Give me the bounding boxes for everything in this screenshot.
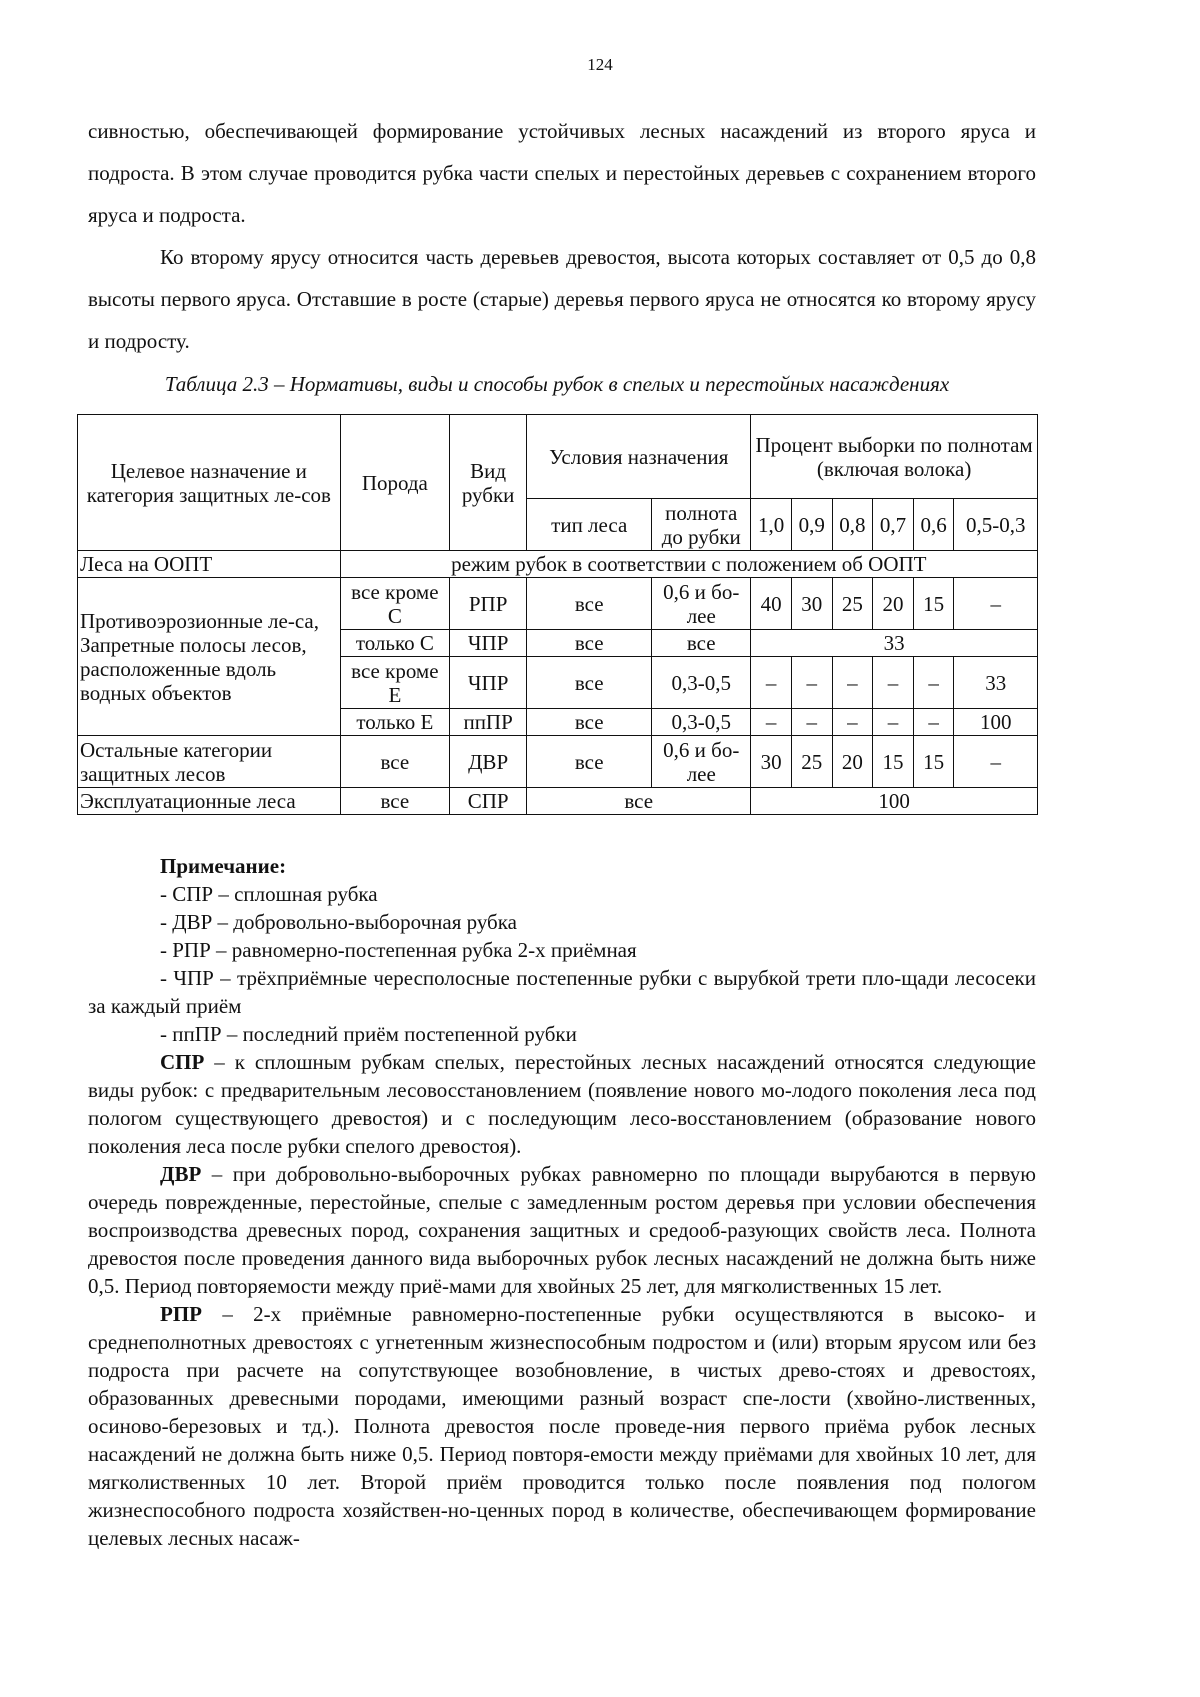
conditions-cell: все: [527, 788, 751, 815]
note-item: - СПР – сплошная рубка: [160, 882, 378, 906]
header-cut-type: Вид рубки: [450, 415, 527, 551]
note-item: - ЧПР – трёхприёмные чересполосные постепенные рубки с вырубкой трети пло-щади лесосеки за каждый приём: [88, 966, 1036, 1018]
species-cell: только Е: [340, 709, 449, 736]
definition-term: ДВР: [160, 1162, 202, 1186]
value-cell: 33: [954, 657, 1038, 709]
value-cell: 20: [873, 578, 914, 630]
cut-cell: РПР: [450, 578, 527, 630]
header-density: 1,0: [751, 499, 792, 551]
definition-term: СПР: [160, 1050, 205, 1074]
value-cell: 15: [913, 578, 954, 630]
density-cell: 0,3-0,5: [652, 709, 751, 736]
species-cell: только С: [340, 630, 449, 657]
header-species: Порода: [340, 415, 449, 551]
density-cell: 0,6 и бо-лее: [652, 736, 751, 788]
value-cell: –: [913, 709, 954, 736]
value-cell: –: [873, 657, 914, 709]
density-cell: 0,3-0,5: [652, 657, 751, 709]
forest-type-cell: все: [527, 630, 652, 657]
header-density: 0,9: [791, 499, 832, 551]
table-caption: Таблица 2.3 – Нормативы, виды и способы рубок в спелых и перестойных насаждениях: [164, 372, 950, 396]
cut-cell: ЧПР: [450, 630, 527, 657]
forest-type-cell: все: [527, 657, 652, 709]
note-item: - ДВР – добровольно-выборочная рубка: [160, 910, 517, 934]
category-cell: Остальные категории защитных лесов: [78, 736, 341, 788]
definition-text: – 2-х приёмные равномерно-постепенные рубки осуществляются в высоко- и среднеполнотных древостоях с угнетенным жизнеспособным подростом и (или) вторым ярусом или без подроста при расчете на сопутствующее возобновление, в чистых древо-стоях и древостоях, образованных древесными породами, имеющими разный возраст спе-лости (хвойно-лиственных, осиново-березовых и тд.). Полнота древостоя после проведе-ния первого приёма рубок лесных насаждений не должна быть ниже 0,5. Период повторя-емости между приёмами для хвойных 10 лет, для мягколиственных 10 лет. Второй приём проводится только после появления под пологом жизнеспособного подроста хозяйствен-но-ценных пород в количестве, обеспечивающем формирование целевых лесных насаж-: [88, 1302, 1036, 1550]
definition-paragraph: [88, 1160, 1036, 1300]
definition-term: РПР: [160, 1302, 202, 1326]
value-cell: 15: [873, 736, 914, 788]
forest-type-cell: все: [527, 709, 652, 736]
value-cell: –: [954, 736, 1038, 788]
species-cell: все: [340, 788, 449, 815]
note-item: - РПР – равномерно-постепенная рубка 2-х приёмная: [160, 938, 637, 962]
value-cell: 25: [832, 578, 873, 630]
value-cell: –: [832, 657, 873, 709]
value-cell: 15: [913, 736, 954, 788]
species-cell: все кроме С: [340, 578, 449, 630]
value-cell: –: [873, 709, 914, 736]
header-density: 0,5-0,3: [954, 499, 1038, 551]
density-cell: все: [652, 630, 751, 657]
forest-type-cell: все: [527, 736, 652, 788]
header-purpose: Целевое назначение и категория защитных ле-сов: [78, 415, 341, 551]
value-cell: 33: [751, 630, 1038, 657]
norms-table: [77, 414, 1038, 815]
definition-paragraph: [88, 1048, 1036, 1160]
paragraph: сивностью, обеспечивающей формирование устойчивых лесных насаждений из второго яруса и подроста. В этом случае проводится рубка части спелых и перестойных деревьев с сохранением второго яруса и подроста.: [88, 119, 1036, 227]
header-density: 0,7: [873, 499, 914, 551]
value-cell: –: [791, 709, 832, 736]
value-cell: –: [751, 657, 792, 709]
notes-section: [88, 852, 1036, 1552]
intro-text: [88, 110, 1036, 362]
definition-paragraph: [88, 1300, 1036, 1552]
header-density: 0,6: [913, 499, 954, 551]
value-cell: 100: [751, 788, 1038, 815]
notes-title: Примечание:: [160, 854, 287, 878]
forest-type-cell: все: [527, 578, 652, 630]
oopt-mode-cell: режим рубок в соответствии с положением об ООПТ: [340, 551, 1037, 578]
definition-text: – при добровольно-выборочных рубках равномерно по площади вырубаются в первую очередь поврежденные, перестойные, спелые с замедленным ростом деревья при условии обеспечения воспроизводства древесных пород, сохранения защитных и средооб-разующих свойств леса. Полнота древостоя после проведения данного вида выборочных рубок лесных насаждений не должна быть ниже 0,5. Период повторяемости между приё-мами для хвойных 25 лет, для мягколиственных 15 лет.: [88, 1162, 1036, 1298]
value-cell: 30: [791, 578, 832, 630]
value-cell: 20: [832, 736, 873, 788]
cut-cell: ДВР: [450, 736, 527, 788]
value-cell: –: [751, 709, 792, 736]
species-cell: все: [340, 736, 449, 788]
definition-text: – к сплошным рубкам спелых, перестойных лесных насаждений относятся следующие виды рубок: с предварительным лесовосстановлением (появление нового мо-лодого поколения леса под пологом существующего древостоя) и с последующим лесо-восстановлением (образование нового поколения леса после рубки спелого древостоя).: [88, 1050, 1036, 1158]
value-cell: –: [954, 578, 1038, 630]
value-cell: 25: [791, 736, 832, 788]
value-cell: 30: [751, 736, 792, 788]
page-number: 124: [587, 55, 613, 74]
value-cell: –: [913, 657, 954, 709]
paragraph: Ко второму ярусу относится часть деревьев древостоя, высота которых составляет от 0,5 до 0,8 высоты первого яруса. Отставшие в росте (старые) деревья первого яруса не относятся ко второму ярусу и подросту.: [88, 245, 1036, 353]
cut-cell: ЧПР: [450, 657, 527, 709]
category-cell: Противоэрозионные ле-са, Запретные полосы лесов, расположенные вдоль водных объектов: [78, 578, 341, 736]
category-cell: Эксплуатационные леса: [78, 788, 341, 815]
cut-cell: ппПР: [450, 709, 527, 736]
cut-cell: СПР: [450, 788, 527, 815]
header-density: 0,8: [832, 499, 873, 551]
header-selection-percent: Процент выборки по полнотам (включая волока): [751, 415, 1038, 499]
density-cell: 0,6 и бо-лее: [652, 578, 751, 630]
header-conditions: Условия назначения: [527, 415, 751, 499]
value-cell: 40: [751, 578, 792, 630]
value-cell: –: [832, 709, 873, 736]
header-density-before: полнота до рубки: [652, 499, 751, 551]
value-cell: –: [791, 657, 832, 709]
note-item: - ппПР – последний приём постепенной рубки: [160, 1022, 577, 1046]
value-cell: 100: [954, 709, 1038, 736]
header-forest-type: тип леса: [527, 499, 652, 551]
species-cell: все кроме Е: [340, 657, 449, 709]
category-cell: Леса на ООПТ: [78, 551, 341, 578]
